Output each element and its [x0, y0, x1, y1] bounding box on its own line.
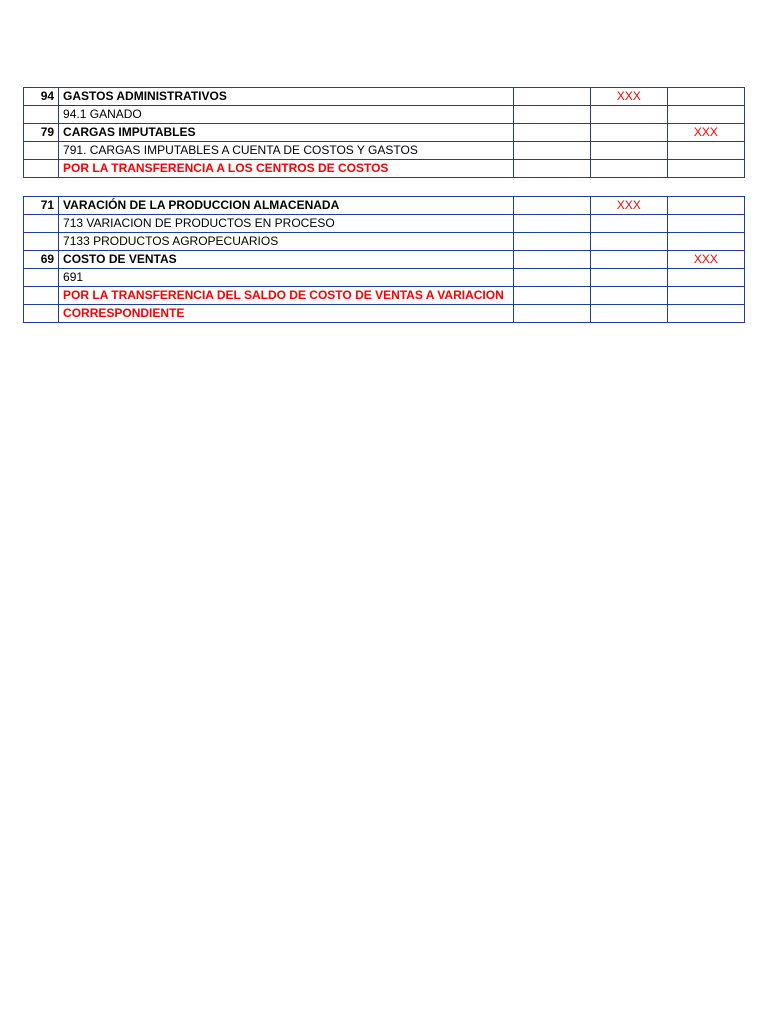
account-description: CARGAS IMPUTABLES [59, 124, 514, 142]
credit-cell [667, 142, 744, 160]
debit-cell [590, 287, 667, 305]
credit-cell: XXX [667, 251, 744, 269]
amount-cell [513, 269, 590, 287]
credit-cell [667, 106, 744, 124]
table-row [24, 106, 745, 124]
account-description: VARACIÓN DE LA PRODUCCION ALMACENADA [59, 197, 514, 215]
table-row [24, 160, 745, 178]
credit-cell [667, 287, 744, 305]
table-row [24, 233, 745, 251]
account-description: COSTO DE VENTAS [59, 251, 514, 269]
amount-cell [513, 88, 590, 106]
debit-cell [590, 124, 667, 142]
credit-cell [667, 160, 744, 178]
credit-cell [667, 215, 744, 233]
debit-cell [590, 160, 667, 178]
account-description: 7133 PRODUCTOS AGROPECUARIOS [59, 233, 514, 251]
account-description: 94.1 GANADO [59, 106, 514, 124]
journal-entry-2 [23, 196, 745, 323]
amount-cell [513, 215, 590, 233]
table-row [24, 215, 745, 233]
credit-cell [667, 88, 744, 106]
amount-cell [513, 124, 590, 142]
entry-note: POR LA TRANSFERENCIA A LOS CENTROS DE COSTOS [59, 160, 514, 178]
account-code: 71 [24, 197, 59, 215]
account-description: GASTOS ADMINISTRATIVOS [59, 88, 514, 106]
credit-cell [667, 233, 744, 251]
table-row [24, 251, 745, 269]
amount-cell [513, 160, 590, 178]
account-code [24, 215, 59, 233]
debit-cell [590, 251, 667, 269]
debit-cell [590, 106, 667, 124]
table-row [24, 142, 745, 160]
entry-note: POR LA TRANSFERENCIA DEL SALDO DE COSTO DE VENTAS A VARIACION [59, 287, 514, 305]
account-code [24, 269, 59, 287]
amount-cell [513, 142, 590, 160]
debit-cell: XXX [590, 197, 667, 215]
amount-cell [513, 287, 590, 305]
account-code [24, 106, 59, 124]
account-code: 69 [24, 251, 59, 269]
account-code: 79 [24, 124, 59, 142]
table-row [24, 124, 745, 142]
account-code [24, 287, 59, 305]
debit-cell [590, 305, 667, 323]
table-row [24, 305, 745, 323]
amount-cell [513, 251, 590, 269]
amount-cell [513, 305, 590, 323]
account-code [24, 305, 59, 323]
table-row [24, 197, 745, 215]
account-code [24, 160, 59, 178]
debit-cell: XXX [590, 88, 667, 106]
table-row [24, 269, 745, 287]
account-description: 713 VARIACION DE PRODUCTOS EN PROCESO [59, 215, 514, 233]
account-description: 791. CARGAS IMPUTABLES A CUENTA DE COSTOS Y GASTOS [59, 142, 514, 160]
credit-cell: XXX [667, 124, 744, 142]
credit-cell [667, 305, 744, 323]
table-row [24, 287, 745, 305]
account-code: 94 [24, 88, 59, 106]
table-row [24, 88, 745, 106]
amount-cell [513, 233, 590, 251]
debit-cell [590, 269, 667, 287]
debit-cell [590, 233, 667, 251]
account-description: 691 [59, 269, 514, 287]
amount-cell [513, 106, 590, 124]
amount-cell [513, 197, 590, 215]
debit-cell [590, 142, 667, 160]
credit-cell [667, 269, 744, 287]
journal-entry-1 [23, 87, 745, 178]
entry-note: CORRESPONDIENTE [59, 305, 514, 323]
account-code [24, 233, 59, 251]
credit-cell [667, 197, 744, 215]
debit-cell [590, 215, 667, 233]
account-code [24, 142, 59, 160]
